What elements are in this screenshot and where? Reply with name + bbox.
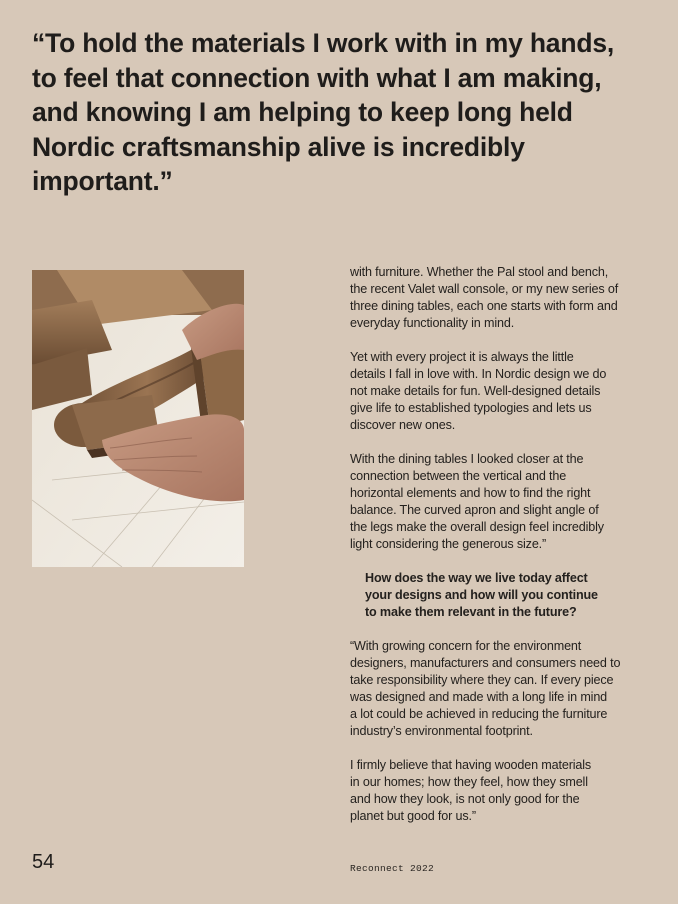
interview-question: How does the way we live today affect your designs and how will you continue to make them relevant in the future? bbox=[365, 571, 598, 619]
footer-publication-label: Reconnect 2022 bbox=[350, 863, 435, 874]
body-paragraph: “With growing concern for the environment designers, manufacturers and consumers need to take responsibility where they can. If every piece was designed and made with a long life in mind a lot could be achieved in reducing the furniture industry’s environmental footprint. bbox=[350, 639, 621, 738]
pull-quote: “To hold the materials I work with in my hands, to feel that connection with what I am making, and knowing I am helping to keep long held Nordic craftsmanship alive is incredibly important.” bbox=[32, 28, 615, 196]
hands-shaping-wood-photo bbox=[32, 270, 244, 567]
body-paragraph: Yet with every project it is always the little details I fall in love with. In Nordic design we do not make details for fun. Well-designed details give life to established typologies and lets us discover new ones. bbox=[350, 350, 607, 432]
body-paragraph: With the dining tables I looked closer at the connection between the vertical and the horizontal elements and how to find the right balance. The curved apron and slight angle of the legs make the overall design feel incredibly light considering the generous size.” bbox=[350, 452, 604, 551]
body-text-column bbox=[350, 264, 650, 842]
body-paragraph: I firmly believe that having wooden materials in our homes; how they feel, how they smell and how they look, is not only good for the planet but good for us.” bbox=[350, 758, 592, 823]
page-number: 54 bbox=[32, 851, 55, 873]
body-paragraph: with furniture. Whether the Pal stool and bench, the recent Valet wall console, or my new series of three dining tables, each one starts with form and everyday functionality in mind. bbox=[350, 265, 619, 330]
